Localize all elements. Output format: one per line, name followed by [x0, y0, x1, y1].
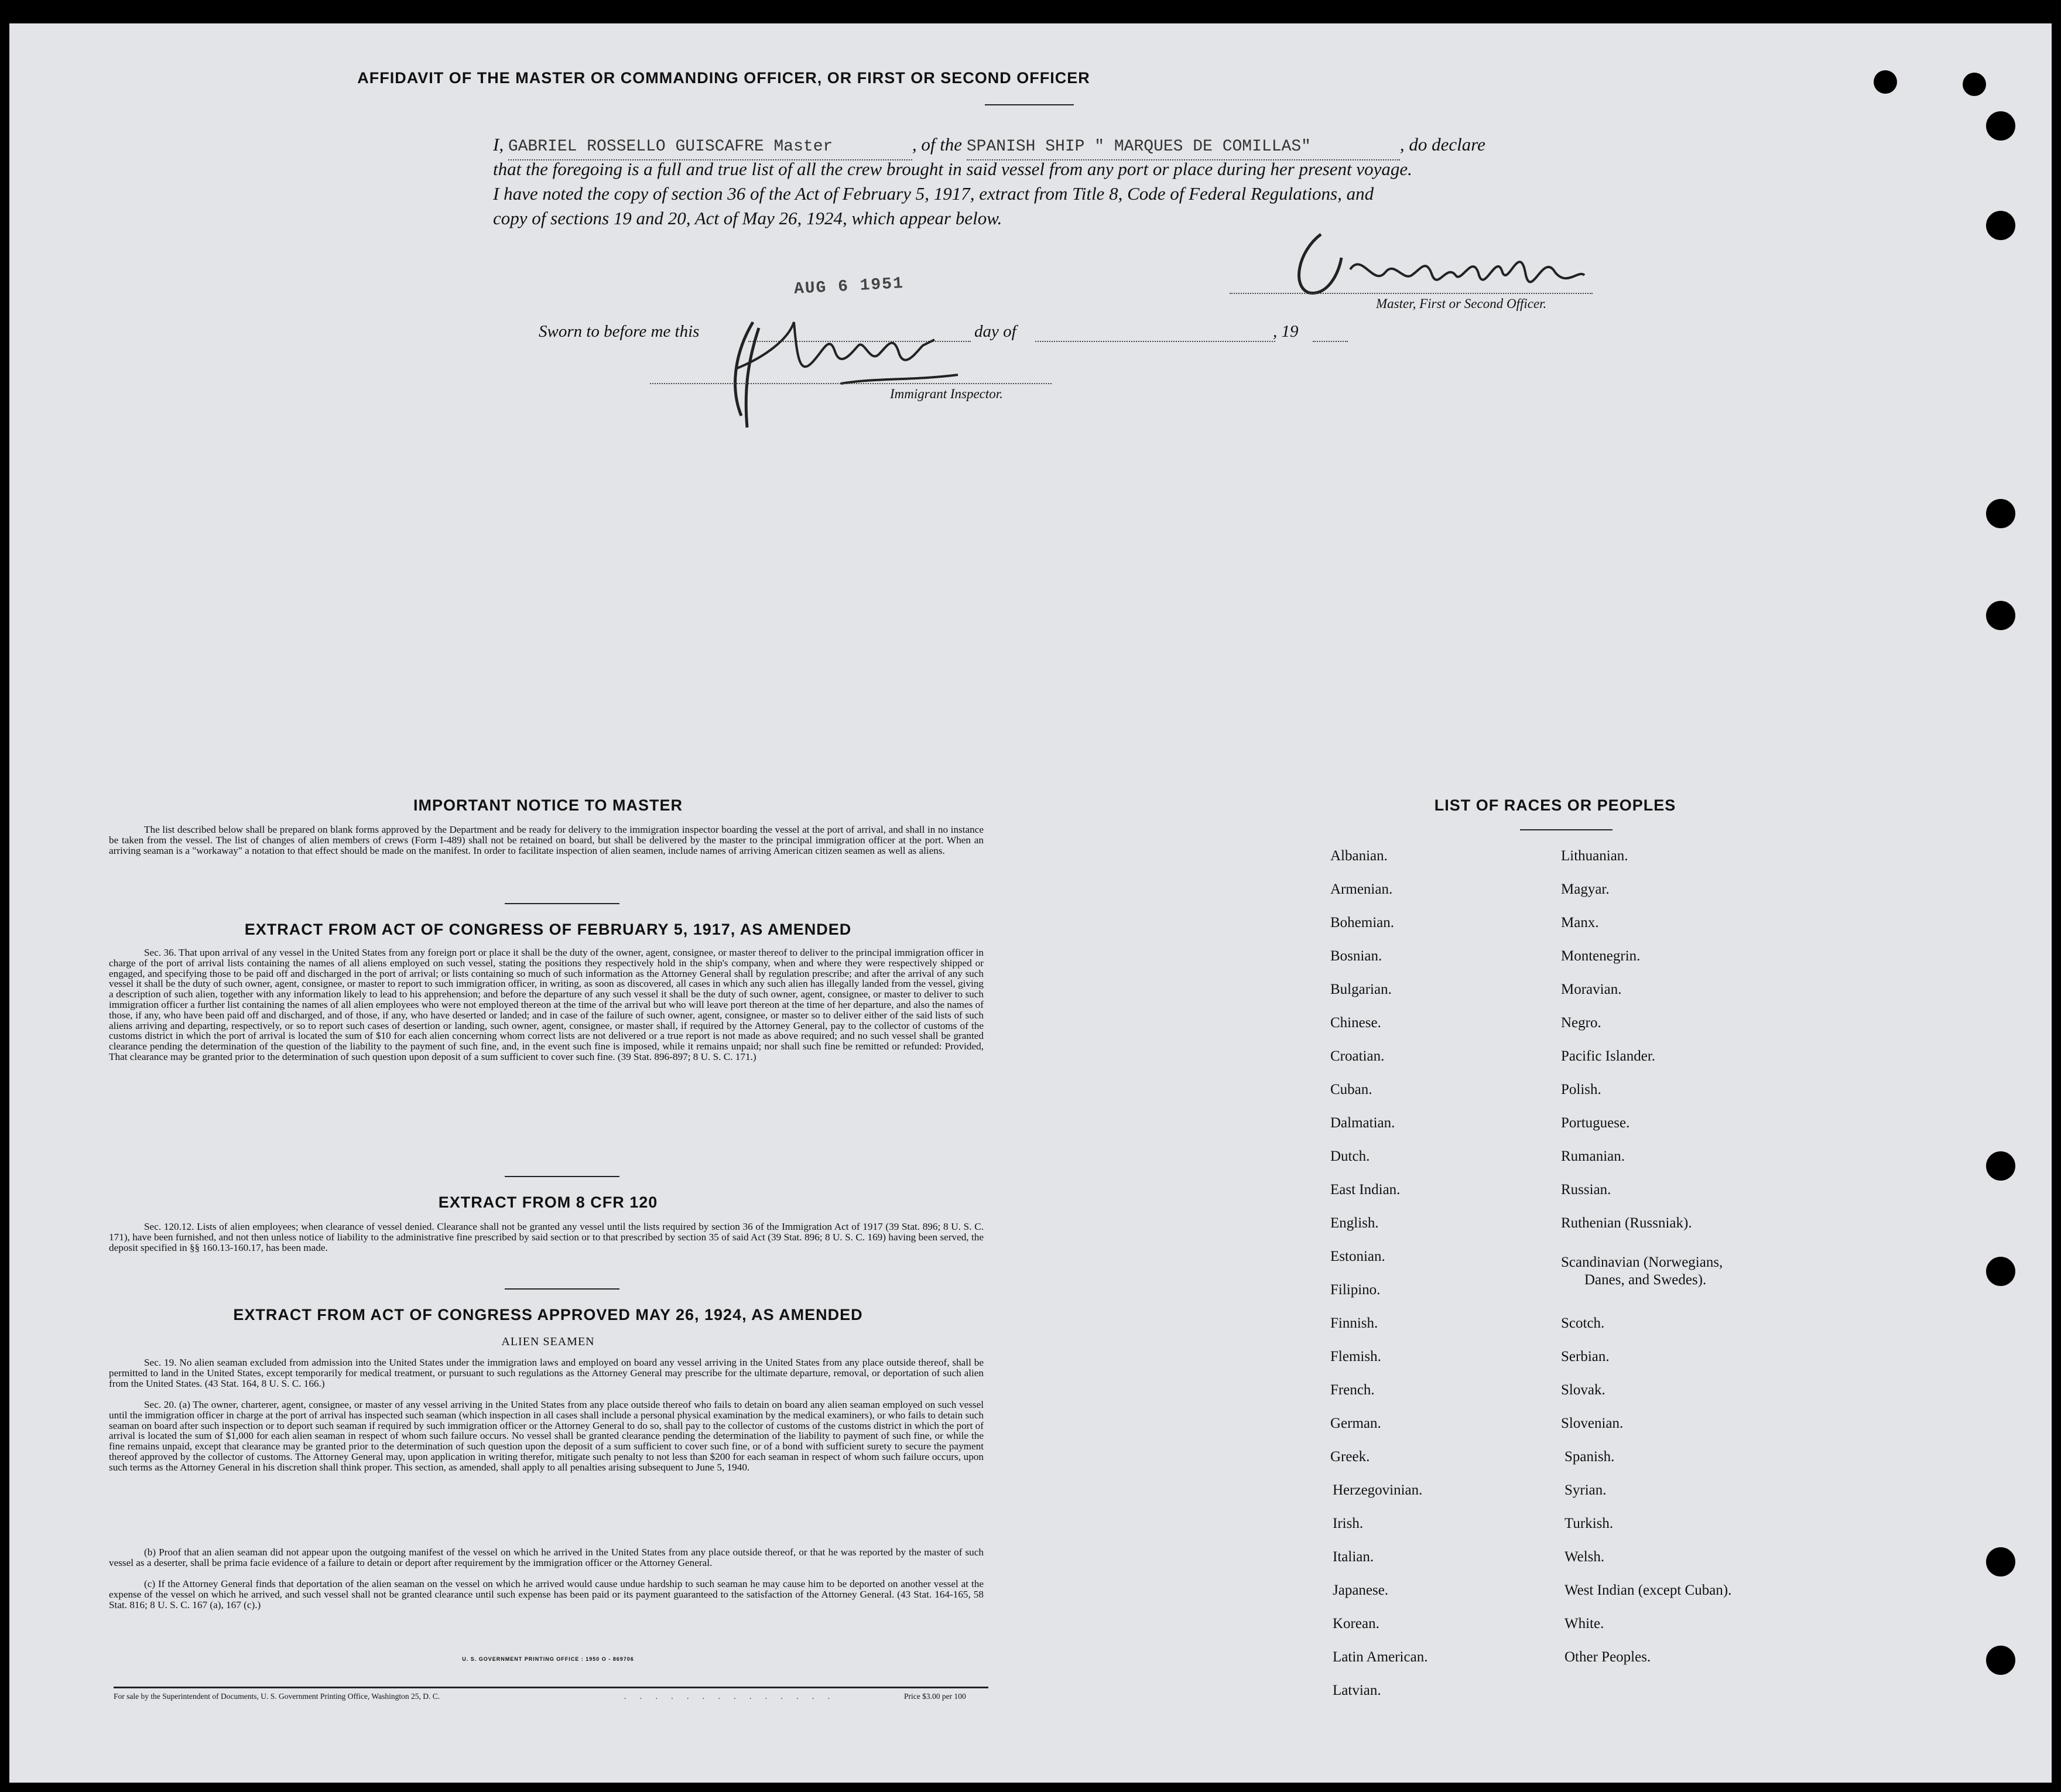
race-item: White. [1564, 1616, 1604, 1632]
race-item: Lithuanian. [1561, 848, 1628, 864]
race-item: Scandinavian (Norwegians, [1561, 1254, 1723, 1270]
punch-hole [1986, 1151, 2015, 1181]
extract-cfr-body: Sec. 120.12. Lists of alien employees; when clearance of vessel denied. Clearance shall not be granted any vessel until the lists required by section 36 of the Immigration Act of 1917 (39 Stat. 896; 8 U. S. C. 171), have been furnished, and not then unless notice of liability to the administrative fine prescribed by said section or to that prescribed by section 35 of said Act (39 Stat. 896; 8 U. S. C. 169) having been served, the deposit specified in §§ 160.13-160.17, has been made. [109, 1221, 984, 1253]
race-item: Slovak. [1561, 1382, 1605, 1398]
race-item: Latin American. [1333, 1649, 1428, 1665]
race-item: Filipino. [1330, 1282, 1381, 1298]
alien-seamen-subtitle: ALIEN SEAMEN [501, 1335, 595, 1348]
punch-hole [1986, 211, 2015, 240]
race-item: Pacific Islander. [1561, 1048, 1656, 1064]
extract-1924-title: EXTRACT FROM ACT OF CONGRESS APPROVED MAY 26, 1924, AS AMENDED [233, 1306, 863, 1324]
race-item: Croatian. [1330, 1048, 1385, 1064]
sworn-month-line [1035, 341, 1275, 342]
race-item: Other Peoples. [1564, 1649, 1651, 1665]
race-item: Syrian. [1564, 1482, 1607, 1498]
punch-hole [1986, 499, 2015, 528]
race-item: Italian. [1333, 1549, 1374, 1565]
footer-price: Price $3.00 per 100 [904, 1692, 966, 1701]
affidavit-line-3: I have noted the copy of section 36 of the Act of February 5, 1917, extract from Title 8, Code of Federal Regulations, and [493, 183, 1374, 204]
extract-cfr-title: EXTRACT FROM 8 CFR 120 [438, 1193, 658, 1211]
signature-line [1230, 293, 1593, 294]
date-stamp: AUG 6 1951 [793, 275, 905, 299]
race-item: Bulgarian. [1330, 982, 1392, 997]
race-item: Manx. [1561, 915, 1599, 931]
race-item: Welsh. [1564, 1549, 1605, 1565]
race-item: Portuguese. [1561, 1115, 1630, 1131]
footer-dots: . . . . . . . . . . . . . . [624, 1692, 836, 1701]
races-divider [1520, 829, 1612, 830]
affidavit-line-1: I, GABRIEL ROSSELLO GUISCAFRE Master , of the SPANISH SHIP " MARQUES DE COMILLAS" , do declare [493, 132, 1611, 160]
sworn-day-label: day of [974, 322, 1016, 341]
affidavit-line-2: that the foregoing is a full and true list of all the crew brought in said vessel from any port or place during her present voyage. [493, 159, 1412, 179]
inspector-line [650, 383, 1052, 384]
race-item: Bosnian. [1330, 948, 1382, 964]
punch-hole [1874, 70, 1897, 94]
race-item: Cuban. [1330, 1082, 1372, 1097]
race-item: Albanian. [1330, 848, 1388, 864]
punch-hole [1986, 1646, 2015, 1675]
races-title: LIST OF RACES OR PEOPLES [1434, 796, 1676, 814]
race-item: Estonian. [1330, 1249, 1385, 1264]
race-item: Armenian. [1330, 881, 1393, 897]
affidavit-title: AFFIDAVIT OF THE MASTER OR COMMANDING OFFICER, OR FIRST OR SECOND OFFICER [357, 69, 1090, 87]
inspector-signature [712, 299, 981, 433]
race-item: Scotch. [1561, 1315, 1605, 1331]
extract-1917-body: Sec. 36. That upon arrival of any vessel in the United States from any foreign port or place it shall be the duty of the owner, agent, consignee, or master thereof to deliver to the principal immigration officer in charge of the port of arrival lists containing the names of all aliens employed on such vessel, stating the positions they respectively hold in the ship's company, when and where they were respectively shipped or engaged, and specifying those to be paid off and discharged in the port of arrival; or lists containing so much of such information as the Attorney General shall by regulation prescribe; and after the arrival of any such vessel it shall be the duty of such owner, agent, consignee, or master to report to such immigration officer, in writing, as soon as discovered, all cases in which any such alien has illegally landed from the vessel, giving a description of such alien, together with any information likely to lead to his apprehension; and before the departure of any such vessel it shall be the duty of such owner, agent, consignee, or master to deliver to such immigration officer a further list containing the names of all alien employees who were not employed thereon at the time of the arrival but who will leave port thereon at the time of her departure, and also the names of those, if any, who have been paid off and discharged, and of those, if any, who have deserted or landed; and in case of the failure of such owner, agent, consignee, or master so to deliver either of the said lists of such aliens arriving and departing, respectively, or so to report such cases of desertion or landing, such owner, agent, consignee, or master shall, if required by the Attorney General, pay to the collector of customs of the customs district in which the port of arrival is located the sum of $10 for each alien concerning whom correct lists are not delivered or a true report is not made as above required; and no such vessel shall be granted clearance pending the determination of the question of the liability to the payment of such fine, and, in the event such fine is imposed, while it remains unpaid; nor shall such fine be remitted or refunded: Provided, That clearance may be granted prior to the determination of such question upon deposit of a sum sufficient to cover such fine. (39 Stat. 896-897; 8 U. S. C. 171.) [109, 947, 984, 1062]
inspector-caption: Immigrant Inspector. [890, 387, 1003, 401]
race-item: Dalmatian. [1330, 1115, 1395, 1131]
race-item: Polish. [1561, 1082, 1601, 1097]
section-divider [505, 1288, 619, 1290]
punch-hole [1963, 73, 1986, 96]
race-item: Herzegovinian. [1333, 1482, 1423, 1498]
punch-hole [1986, 601, 2015, 630]
punch-hole [1986, 1257, 2015, 1286]
section-divider [505, 903, 619, 904]
title-divider [985, 104, 1074, 105]
sworn-year-line [1313, 341, 1348, 342]
sworn-label: Sworn to before me this [539, 322, 700, 341]
race-item: Finnish. [1330, 1315, 1378, 1331]
race-item: Turkish. [1564, 1516, 1614, 1531]
race-item: Chinese. [1330, 1015, 1381, 1031]
notice-body: The list described below shall be prepared on blank forms approved by the Department and be ready for delivery to the immigration inspector boarding the vessel at the port of arrival, and shall in no instance be taken from the vessel. The list of changes of alien members of crews (Form I-489) shall not be retained on board, but shall be delivered by the master to the principal immigration officer at the port. When an arriving seaman is a "workaway" a notation to that effect should be made on the manifest. In order to facilitate inspection of alien seamen, include names of arriving American citizen seamen as well as aliens. [109, 824, 984, 856]
extract-1924-sec20b: (b) Proof that an alien seaman did not appear upon the outgoing manifest of the vessel on which he arrived in the United States from any place outside thereof, or that he was reported by the master of such vessel as a deserter, shall be prima facie evidence of a failure to detain or deport after requirement by the immigration officer or the Attorney General. [109, 1547, 984, 1568]
punch-hole [1986, 1547, 2015, 1576]
officer-caption: Master, First or Second Officer. [1376, 296, 1547, 311]
race-item: Greek. [1330, 1449, 1370, 1465]
race-item: Moravian. [1561, 982, 1622, 997]
punch-hole [1986, 111, 2015, 141]
race-item: Negro. [1561, 1015, 1601, 1031]
vessel-name-field: SPANISH SHIP " MARQUES DE COMILLAS" [967, 135, 1400, 160]
section-divider [505, 1176, 619, 1177]
printing-office-line: U. S. GOVERNMENT PRINTING OFFICE : 1950 O - 869706 [462, 1656, 634, 1662]
race-item: West Indian (except Cuban). [1564, 1582, 1732, 1598]
race-item: German. [1330, 1415, 1381, 1431]
race-item: Danes, and Swedes). [1584, 1272, 1707, 1288]
race-item: Serbian. [1561, 1349, 1610, 1364]
race-item: French. [1330, 1382, 1375, 1398]
race-item: English. [1330, 1215, 1379, 1231]
race-item: Bohemian. [1330, 915, 1395, 931]
race-item: Rumanian. [1561, 1148, 1625, 1164]
affidavit-line-4: copy of sections 19 and 20, Act of May 26, 1924, which appear below. [493, 208, 1002, 228]
sworn-year-label: , 19 [1273, 322, 1299, 341]
master-signature [1286, 217, 1614, 305]
race-item: Latvian. [1333, 1682, 1381, 1698]
race-item: Dutch. [1330, 1148, 1370, 1164]
race-item: Korean. [1333, 1616, 1379, 1632]
race-item: East Indian. [1330, 1182, 1401, 1198]
race-item: Spanish. [1564, 1449, 1615, 1465]
extract-1924-sec19: Sec. 19. No alien seaman excluded from admission into the United States under the immigration laws and employed on board any vessel arriving in the United States from any place outside thereof, shall be permitted to land in the United States, except temporarily for medical treatment, or pursuant to such regulations as the Attorney General may prescribe for the ultimate departure, removal, or deportation of such alien from the United States. (43 Stat. 164, 8 U. S. C. 166.) [109, 1357, 984, 1389]
extract-1917-title: EXTRACT FROM ACT OF CONGRESS OF FEBRUARY 5, 1917, AS AMENDED [244, 921, 852, 938]
notice-title: IMPORTANT NOTICE TO MASTER [413, 796, 683, 814]
footer-rule [114, 1687, 988, 1688]
document-page [9, 23, 2052, 1783]
master-name-field: GABRIEL ROSSELLO GUISCAFRE Master [508, 135, 912, 160]
race-item: Ruthenian (Russniak). [1561, 1215, 1692, 1231]
extract-1924-sec20a: Sec. 20. (a) The owner, charterer, agent, consignee, or master of any vessel arriving in the United States from any place outside thereof who fails to detain on board any alien seaman employed on such vessel until the immigration officer in charge at the port of arrival has inspected such seaman (which inspection in all cases shall include a personal physical examination by the medical examiners), or who fails to detain such seaman on board after such inspection or to deport such seaman if required by such immigration officer or the Attorney General to do so, shall pay to the collector of customs of the customs district in which the port of arrival is located the sum of $1,000 for each alien seaman in respect of whom such failure occurs. No vessel shall be granted clearance pending the determination of the liability to payment of such fine, or while the fine remains unpaid, except that clearance may be granted prior to the determination of such question upon the deposit of a sum sufficient to cover such fine, or of a bond with sufficient surety to secure the payment thereof approved by the collector of customs. The Attorney General may, upon application in writing therefor, mitigate such penalty to not less than $200 for each seaman in respect of whom such failure occurs, upon such terms as the Attorney General in his discretion shall think proper. This section, as amended, shall apply to all penalties arising subsequent to June 5, 1940. [109, 1399, 984, 1473]
race-item: Irish. [1333, 1516, 1364, 1531]
footer-sale-text: For sale by the Superintendent of Documents, U. S. Government Printing Office, Washington 25, D. C. [114, 1692, 440, 1701]
race-item: Montenegrin. [1561, 948, 1641, 964]
race-item: Slovenian. [1561, 1415, 1624, 1431]
race-item: Magyar. [1561, 881, 1610, 897]
race-item: Flemish. [1330, 1349, 1381, 1364]
race-item: Japanese. [1333, 1582, 1389, 1598]
extract-1924-sec20c: (c) If the Attorney General finds that deportation of the alien seaman on the vessel on which he arrived would cause undue hardship to such seaman he may cause him to be deported on another vessel at the expense of the vessel on which he arrived, and such vessel shall not be granted clearance until such expense has been paid or its payment guaranteed to the satisfaction of the Attorney General. (43 Stat. 164-165, 58 Stat. 816; 8 U. S. C. 167 (a), 167 (c).) [109, 1578, 984, 1610]
race-item: Russian. [1561, 1182, 1611, 1198]
